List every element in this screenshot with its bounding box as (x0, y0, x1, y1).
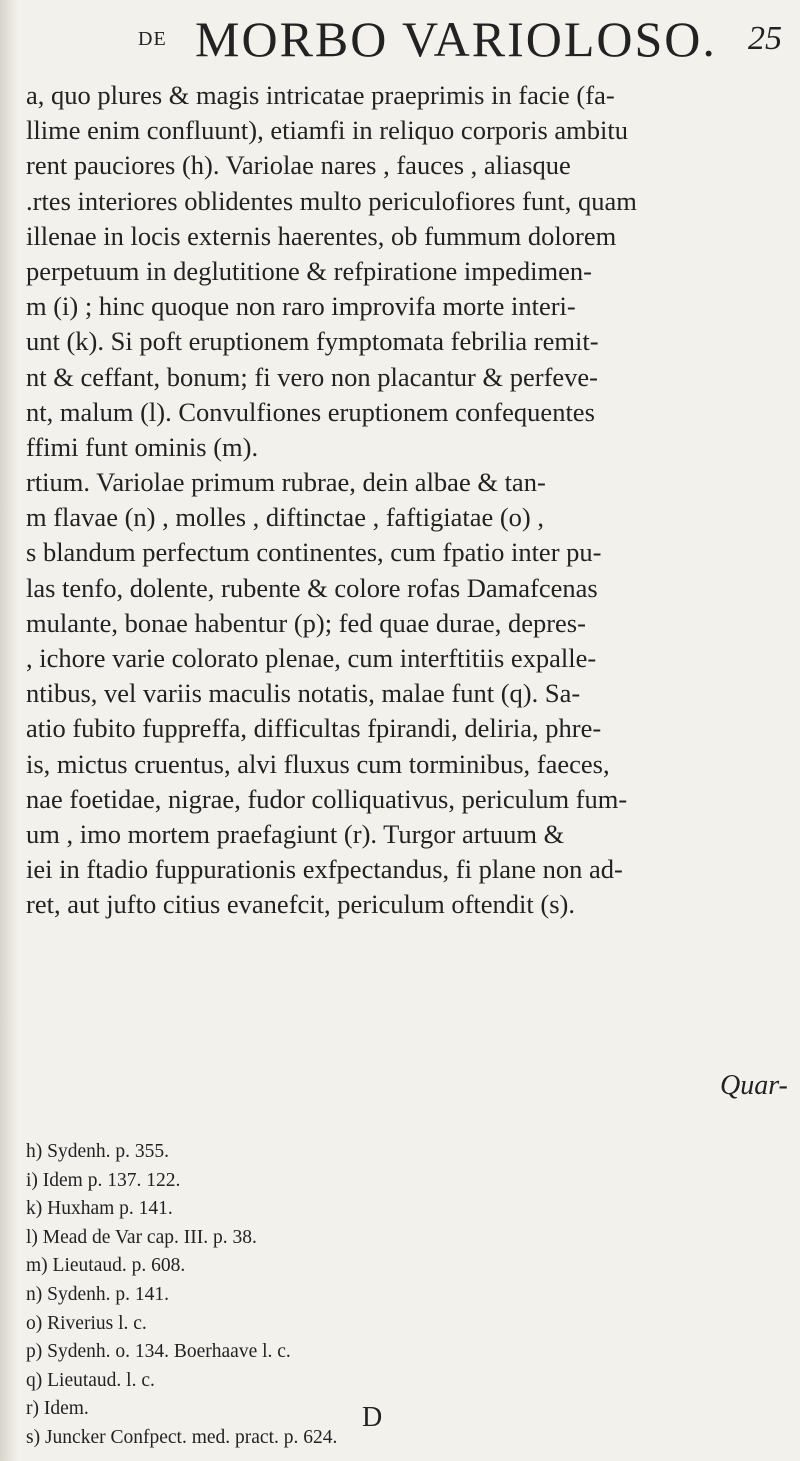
text-line: , ichore varie colorato plenae, cum interftitiis expalle- (26, 643, 597, 673)
footnote: n) Sydenh. p. 141. (26, 1283, 169, 1305)
footnote: k) Huxham p. 141. (26, 1198, 173, 1220)
text-line: m (i) ; hinc quoque non raro improvifa morte interi- (26, 291, 576, 322)
footnote: p) Sydenh. o. 134. Boerhaave l. c. (26, 1341, 291, 1363)
signature-mark: D (362, 1402, 383, 1433)
text-line: ntibus, vel variis maculis notatis, malae funt (q). Sa- (26, 678, 581, 709)
text-line: unt (k). Si poft eruptionem fymptomata febrilia remit- (26, 326, 599, 357)
catchword: Quar- (720, 1070, 788, 1101)
footnote: m) Lieutaud. p. 608. (26, 1255, 186, 1277)
footnote: h) Sydenh. p. 355. (26, 1141, 169, 1162)
footnote: o) Riverius l. c. (26, 1312, 147, 1334)
header-title: MORBO VARIOLOSO. (195, 11, 717, 67)
page-number: 25 (748, 20, 782, 57)
footnote: q) Lieutaud. l. c. (26, 1369, 155, 1391)
text-line: llime enim confluunt), etiamfi in reliquo corporis ambitu (26, 115, 628, 146)
footnote: s) Juncker Confpect. med. pract. p. 624. (26, 1426, 338, 1448)
text-line: atio fubito fuppreffa, difficultas fpirandi, deliria, phre- (26, 713, 602, 744)
text-line: rent pauciores (h). Variolae nares , fauces , aliasque (26, 150, 571, 181)
page-gutter (0, 0, 18, 1461)
text-line: illenae in locis externis haerentes, ob fummum dolorem (26, 220, 617, 251)
text-line: iei in ftadio fuppurationis exfpectandus, fi plane non ad- (26, 854, 623, 885)
running-header (0, 8, 800, 68)
text-line: is, mictus cruentus, alvi fluxus cum torminibus, faeces, (26, 748, 610, 779)
footnote: l) Mead de Var cap. III. p. 38. (26, 1226, 257, 1248)
text-line: nt, malum (l). Convulfiones eruptionem confequentes (26, 396, 595, 427)
text-line: m flavae (n) , molles , diftinctae , faftigiatae (o) , (26, 502, 545, 533)
text-line: nae foetidae, nigrae, fudor colliquativus, periculum fum- (26, 783, 628, 814)
text-line: mulante, bonae habentur (p); fed quae durae, depres- (26, 607, 586, 638)
text-line: rtium. Variolae primum rubrae, dein albae & tan- (26, 467, 546, 498)
body-text (26, 78, 792, 923)
text-line: perpetuum in deglutitione & refpiratione impedimen- (26, 255, 592, 286)
footnote: r) Idem. (26, 1398, 89, 1420)
footnote: i) Idem p. 137. 122. (26, 1169, 181, 1191)
text-line: a, quo plures & magis intricatae praeprimis in facie (fa- (26, 80, 615, 110)
text-line: .rtes interiores oblidentes multo periculofiores funt, quam (26, 185, 637, 216)
header-de: DE (138, 28, 167, 50)
text-line: s blandum perfectum continentes, cum fpatio inter pu- (26, 537, 602, 568)
text-line: ret, aut jufto citius evanefcit, periculum oftendit (s). (26, 889, 575, 920)
text-line: um , imo mortem praefagiunt (r). Turgor artuum & (26, 818, 565, 849)
text-line: las tenfo, dolente, rubente & colore rofas Damafcenas (26, 572, 598, 603)
text-line: nt & ceffant, bonum; fi vero non placantur & perfeve- (26, 361, 599, 392)
text-line: ffimi funt ominis (m). (26, 431, 259, 462)
